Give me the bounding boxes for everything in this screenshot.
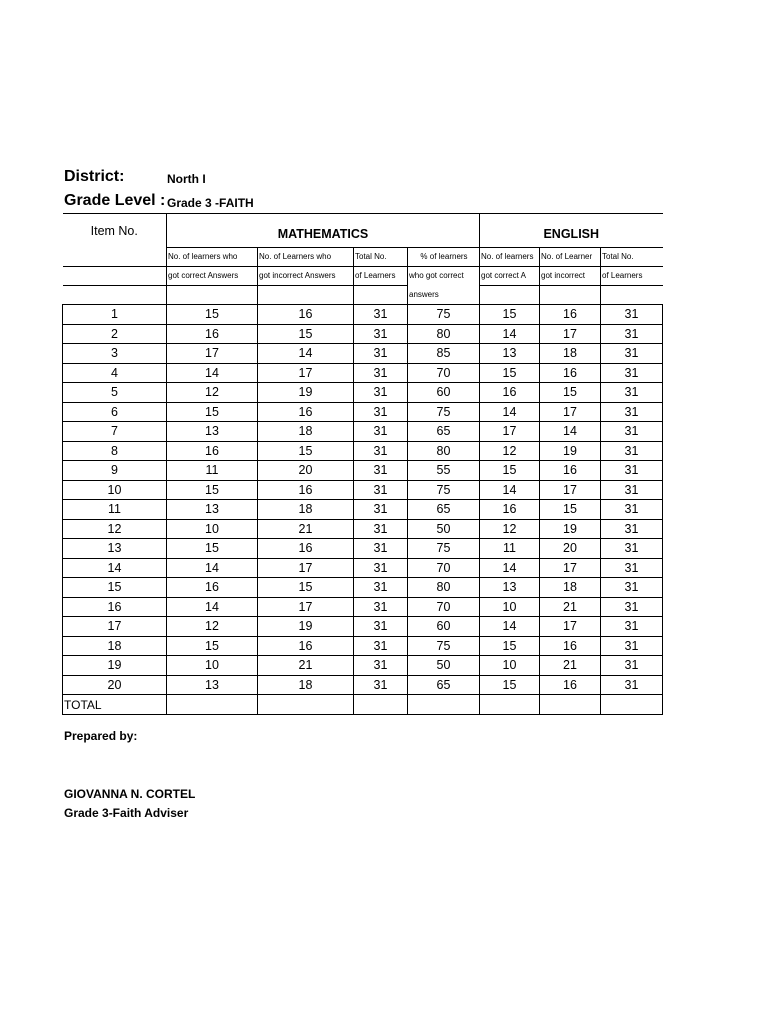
eng-total-cell: 31 bbox=[601, 402, 663, 422]
math-correct-cell: 15 bbox=[167, 402, 258, 422]
header-spacer bbox=[63, 286, 167, 305]
table-row bbox=[63, 422, 663, 442]
math-total-cell: 31 bbox=[354, 519, 408, 539]
table-row bbox=[63, 402, 663, 422]
eng-correct-cell: 14 bbox=[480, 402, 540, 422]
item-no-cell: 17 bbox=[63, 617, 167, 637]
signatory-name: GIOVANNA N. CORTEL bbox=[64, 787, 196, 801]
item-no-cell: 10 bbox=[63, 480, 167, 500]
eng-incorrect-cell: 17 bbox=[540, 402, 601, 422]
math-correct-cell: 16 bbox=[167, 441, 258, 461]
math-correct-cell: 11 bbox=[167, 461, 258, 481]
math-correct-cell: 15 bbox=[167, 539, 258, 559]
eng-total-header-line1: Total No. bbox=[601, 248, 663, 267]
math-percent-cell: 75 bbox=[408, 636, 480, 656]
math-total-cell: 31 bbox=[354, 305, 408, 325]
grade-level-value: Grade 3 -FAITH bbox=[167, 196, 254, 210]
item-no-cell: 11 bbox=[63, 500, 167, 520]
item-no-cell: 18 bbox=[63, 636, 167, 656]
table-row bbox=[63, 519, 663, 539]
item-no-cell: 20 bbox=[63, 675, 167, 695]
eng-incorrect-cell: 17 bbox=[540, 558, 601, 578]
math-incorrect-cell: 16 bbox=[258, 305, 354, 325]
eng-correct-cell: 10 bbox=[480, 656, 540, 676]
math-incorrect-header-line2: got incorrect Answers bbox=[258, 267, 354, 286]
math-percent-cell: 70 bbox=[408, 597, 480, 617]
table-row bbox=[63, 675, 663, 695]
eng-correct-cell: 15 bbox=[480, 363, 540, 383]
eng-correct-cell: 12 bbox=[480, 441, 540, 461]
math-total-cell: 31 bbox=[354, 461, 408, 481]
item-no-cell: 14 bbox=[63, 558, 167, 578]
eng-correct-cell: 12 bbox=[480, 519, 540, 539]
table-row bbox=[63, 617, 663, 637]
eng-total-cell: 31 bbox=[601, 597, 663, 617]
eng-correct-cell: 15 bbox=[480, 461, 540, 481]
eng-total-cell: 31 bbox=[601, 578, 663, 598]
item-no-cell: 19 bbox=[63, 656, 167, 676]
math-total-cell: 31 bbox=[354, 617, 408, 637]
math-total-cell: 31 bbox=[354, 344, 408, 364]
math-total-cell: 31 bbox=[354, 675, 408, 695]
math-total-header-line2: of Learners bbox=[354, 267, 408, 286]
item-no-cell: 1 bbox=[63, 305, 167, 325]
math-percent-cell: 65 bbox=[408, 500, 480, 520]
item-no-header-spacer bbox=[63, 267, 167, 286]
table-row bbox=[63, 636, 663, 656]
eng-total-cell: 31 bbox=[601, 305, 663, 325]
math-percent-cell: 75 bbox=[408, 305, 480, 325]
math-incorrect-cell: 18 bbox=[258, 422, 354, 442]
eng-total-cell: 31 bbox=[601, 461, 663, 481]
math-total-cell: 31 bbox=[354, 402, 408, 422]
math-total-cell: 31 bbox=[354, 383, 408, 403]
math-incorrect-cell: 21 bbox=[258, 656, 354, 676]
eng-incorrect-cell: 19 bbox=[540, 441, 601, 461]
math-correct-cell: 17 bbox=[167, 344, 258, 364]
math-correct-header-line2: got correct Answers bbox=[167, 267, 258, 286]
math-percent-cell: 55 bbox=[408, 461, 480, 481]
math-correct-cell: 16 bbox=[167, 578, 258, 598]
math-percent-header-line1: % of learners bbox=[408, 248, 480, 267]
table-row bbox=[63, 656, 663, 676]
header-spacer bbox=[540, 286, 601, 305]
math-correct-cell: 14 bbox=[167, 597, 258, 617]
total-row bbox=[63, 695, 663, 715]
total-cell bbox=[354, 695, 408, 715]
math-total-cell: 31 bbox=[354, 363, 408, 383]
math-total-cell: 31 bbox=[354, 558, 408, 578]
table-row bbox=[63, 305, 663, 325]
eng-total-cell: 31 bbox=[601, 636, 663, 656]
math-incorrect-cell: 15 bbox=[258, 441, 354, 461]
math-incorrect-cell: 15 bbox=[258, 578, 354, 598]
total-cell bbox=[480, 695, 540, 715]
math-correct-cell: 14 bbox=[167, 558, 258, 578]
math-incorrect-cell: 15 bbox=[258, 324, 354, 344]
math-incorrect-cell: 16 bbox=[258, 402, 354, 422]
total-cell bbox=[167, 695, 258, 715]
math-total-cell: 31 bbox=[354, 422, 408, 442]
eng-correct-cell: 16 bbox=[480, 500, 540, 520]
math-total-cell: 31 bbox=[354, 578, 408, 598]
math-incorrect-cell: 16 bbox=[258, 480, 354, 500]
eng-correct-cell: 15 bbox=[480, 675, 540, 695]
eng-total-cell: 31 bbox=[601, 441, 663, 461]
table-row bbox=[63, 578, 663, 598]
eng-correct-cell: 15 bbox=[480, 305, 540, 325]
item-no-cell: 12 bbox=[63, 519, 167, 539]
eng-total-cell: 31 bbox=[601, 422, 663, 442]
item-analysis-table bbox=[62, 213, 663, 715]
eng-correct-cell: 14 bbox=[480, 617, 540, 637]
table-row bbox=[63, 461, 663, 481]
eng-total-cell: 31 bbox=[601, 519, 663, 539]
table-row bbox=[63, 363, 663, 383]
eng-correct-cell: 15 bbox=[480, 636, 540, 656]
math-incorrect-cell: 21 bbox=[258, 519, 354, 539]
table-row bbox=[63, 597, 663, 617]
eng-total-cell: 31 bbox=[601, 344, 663, 364]
math-incorrect-cell: 20 bbox=[258, 461, 354, 481]
eng-incorrect-cell: 20 bbox=[540, 539, 601, 559]
math-incorrect-cell: 14 bbox=[258, 344, 354, 364]
math-percent-cell: 70 bbox=[408, 363, 480, 383]
math-correct-cell: 10 bbox=[167, 656, 258, 676]
eng-incorrect-cell: 16 bbox=[540, 363, 601, 383]
eng-correct-header-line2: got correct A bbox=[480, 267, 540, 286]
english-header: ENGLISH bbox=[480, 214, 663, 248]
math-incorrect-cell: 16 bbox=[258, 539, 354, 559]
total-cell bbox=[540, 695, 601, 715]
math-total-cell: 31 bbox=[354, 597, 408, 617]
item-no-cell: 2 bbox=[63, 324, 167, 344]
header-spacer bbox=[601, 286, 663, 305]
math-total-header-line1: Total No. bbox=[354, 248, 408, 267]
math-correct-cell: 15 bbox=[167, 636, 258, 656]
eng-total-cell: 31 bbox=[601, 500, 663, 520]
table-row bbox=[63, 324, 663, 344]
total-cell bbox=[258, 695, 354, 715]
math-incorrect-cell: 18 bbox=[258, 500, 354, 520]
total-cell bbox=[601, 695, 663, 715]
math-incorrect-cell: 19 bbox=[258, 383, 354, 403]
district-value: North I bbox=[167, 172, 206, 186]
item-no-cell: 8 bbox=[63, 441, 167, 461]
eng-incorrect-cell: 16 bbox=[540, 305, 601, 325]
math-percent-cell: 80 bbox=[408, 324, 480, 344]
eng-total-cell: 31 bbox=[601, 617, 663, 637]
eng-incorrect-cell: 16 bbox=[540, 675, 601, 695]
item-no-cell: 9 bbox=[63, 461, 167, 481]
math-percent-header-line3: answers bbox=[408, 286, 480, 305]
eng-incorrect-cell: 21 bbox=[540, 597, 601, 617]
eng-total-cell: 31 bbox=[601, 656, 663, 676]
math-correct-cell: 16 bbox=[167, 324, 258, 344]
math-total-cell: 31 bbox=[354, 324, 408, 344]
math-correct-cell: 12 bbox=[167, 383, 258, 403]
eng-incorrect-cell: 19 bbox=[540, 519, 601, 539]
eng-incorrect-cell: 17 bbox=[540, 617, 601, 637]
district-label: District: bbox=[64, 168, 125, 185]
eng-incorrect-cell: 16 bbox=[540, 461, 601, 481]
math-percent-cell: 75 bbox=[408, 402, 480, 422]
math-correct-cell: 14 bbox=[167, 363, 258, 383]
math-correct-header-line1: No. of learners who bbox=[167, 248, 258, 267]
math-incorrect-cell: 18 bbox=[258, 675, 354, 695]
eng-incorrect-header-line1: No. of Learner bbox=[540, 248, 601, 267]
eng-correct-cell: 14 bbox=[480, 324, 540, 344]
math-total-cell: 31 bbox=[354, 656, 408, 676]
eng-incorrect-cell: 14 bbox=[540, 422, 601, 442]
math-incorrect-cell: 17 bbox=[258, 363, 354, 383]
eng-incorrect-cell: 15 bbox=[540, 383, 601, 403]
math-incorrect-header-line1: No. of Learners who bbox=[258, 248, 354, 267]
eng-correct-cell: 17 bbox=[480, 422, 540, 442]
math-percent-cell: 50 bbox=[408, 656, 480, 676]
math-percent-cell: 80 bbox=[408, 441, 480, 461]
math-total-cell: 31 bbox=[354, 480, 408, 500]
math-incorrect-cell: 17 bbox=[258, 558, 354, 578]
eng-total-cell: 31 bbox=[601, 539, 663, 559]
eng-incorrect-cell: 17 bbox=[540, 480, 601, 500]
eng-correct-cell: 11 bbox=[480, 539, 540, 559]
table-row bbox=[63, 480, 663, 500]
math-total-cell: 31 bbox=[354, 636, 408, 656]
total-label: TOTAL bbox=[63, 695, 167, 715]
math-percent-cell: 60 bbox=[408, 617, 480, 637]
item-no-cell: 15 bbox=[63, 578, 167, 598]
item-no-header-spacer bbox=[63, 248, 167, 267]
item-no-cell: 3 bbox=[63, 344, 167, 364]
eng-correct-cell: 13 bbox=[480, 344, 540, 364]
math-total-cell: 31 bbox=[354, 441, 408, 461]
eng-correct-header-line1: No. of learners bbox=[480, 248, 540, 267]
eng-total-cell: 31 bbox=[601, 363, 663, 383]
eng-correct-cell: 14 bbox=[480, 558, 540, 578]
math-percent-cell: 50 bbox=[408, 519, 480, 539]
signatory-title: Grade 3-Faith Adviser bbox=[64, 806, 189, 820]
eng-incorrect-cell: 21 bbox=[540, 656, 601, 676]
eng-correct-cell: 13 bbox=[480, 578, 540, 598]
prepared-by-label: Prepared by: bbox=[64, 729, 138, 743]
math-percent-cell: 75 bbox=[408, 539, 480, 559]
math-total-cell: 31 bbox=[354, 500, 408, 520]
header-spacer bbox=[480, 286, 540, 305]
eng-total-cell: 31 bbox=[601, 383, 663, 403]
item-no-cell: 5 bbox=[63, 383, 167, 403]
math-correct-cell: 15 bbox=[167, 480, 258, 500]
header-spacer bbox=[167, 286, 258, 305]
math-correct-cell: 13 bbox=[167, 422, 258, 442]
item-no-header: Item No. bbox=[63, 214, 167, 248]
math-percent-header-line2: who got correct bbox=[408, 267, 480, 286]
eng-incorrect-cell: 15 bbox=[540, 500, 601, 520]
math-incorrect-cell: 17 bbox=[258, 597, 354, 617]
math-correct-cell: 13 bbox=[167, 500, 258, 520]
math-correct-cell: 12 bbox=[167, 617, 258, 637]
table-row bbox=[63, 539, 663, 559]
item-no-cell: 16 bbox=[63, 597, 167, 617]
math-percent-cell: 85 bbox=[408, 344, 480, 364]
eng-correct-cell: 16 bbox=[480, 383, 540, 403]
eng-total-cell: 31 bbox=[601, 558, 663, 578]
math-percent-cell: 65 bbox=[408, 675, 480, 695]
item-no-cell: 6 bbox=[63, 402, 167, 422]
eng-incorrect-cell: 18 bbox=[540, 344, 601, 364]
table-row bbox=[63, 344, 663, 364]
table-row bbox=[63, 500, 663, 520]
math-incorrect-cell: 16 bbox=[258, 636, 354, 656]
eng-incorrect-cell: 16 bbox=[540, 636, 601, 656]
eng-total-cell: 31 bbox=[601, 675, 663, 695]
eng-correct-cell: 14 bbox=[480, 480, 540, 500]
eng-incorrect-cell: 18 bbox=[540, 578, 601, 598]
eng-total-cell: 31 bbox=[601, 324, 663, 344]
math-percent-cell: 70 bbox=[408, 558, 480, 578]
math-percent-cell: 65 bbox=[408, 422, 480, 442]
header-spacer bbox=[354, 286, 408, 305]
eng-correct-cell: 10 bbox=[480, 597, 540, 617]
math-incorrect-cell: 19 bbox=[258, 617, 354, 637]
math-total-cell: 31 bbox=[354, 539, 408, 559]
eng-incorrect-cell: 17 bbox=[540, 324, 601, 344]
math-percent-cell: 75 bbox=[408, 480, 480, 500]
grade-level-label: Grade Level : bbox=[64, 192, 166, 209]
eng-total-header-line2: of Learners bbox=[601, 267, 663, 286]
math-correct-cell: 15 bbox=[167, 305, 258, 325]
math-correct-cell: 13 bbox=[167, 675, 258, 695]
total-cell bbox=[408, 695, 480, 715]
eng-incorrect-header-line2: got incorrect bbox=[540, 267, 601, 286]
table-row bbox=[63, 383, 663, 403]
math-correct-cell: 10 bbox=[167, 519, 258, 539]
table-row bbox=[63, 441, 663, 461]
mathematics-header: MATHEMATICS bbox=[167, 214, 480, 248]
table-row bbox=[63, 558, 663, 578]
math-percent-cell: 80 bbox=[408, 578, 480, 598]
math-percent-cell: 60 bbox=[408, 383, 480, 403]
item-no-cell: 4 bbox=[63, 363, 167, 383]
item-no-cell: 13 bbox=[63, 539, 167, 559]
header-spacer bbox=[258, 286, 354, 305]
eng-total-cell: 31 bbox=[601, 480, 663, 500]
item-no-cell: 7 bbox=[63, 422, 167, 442]
